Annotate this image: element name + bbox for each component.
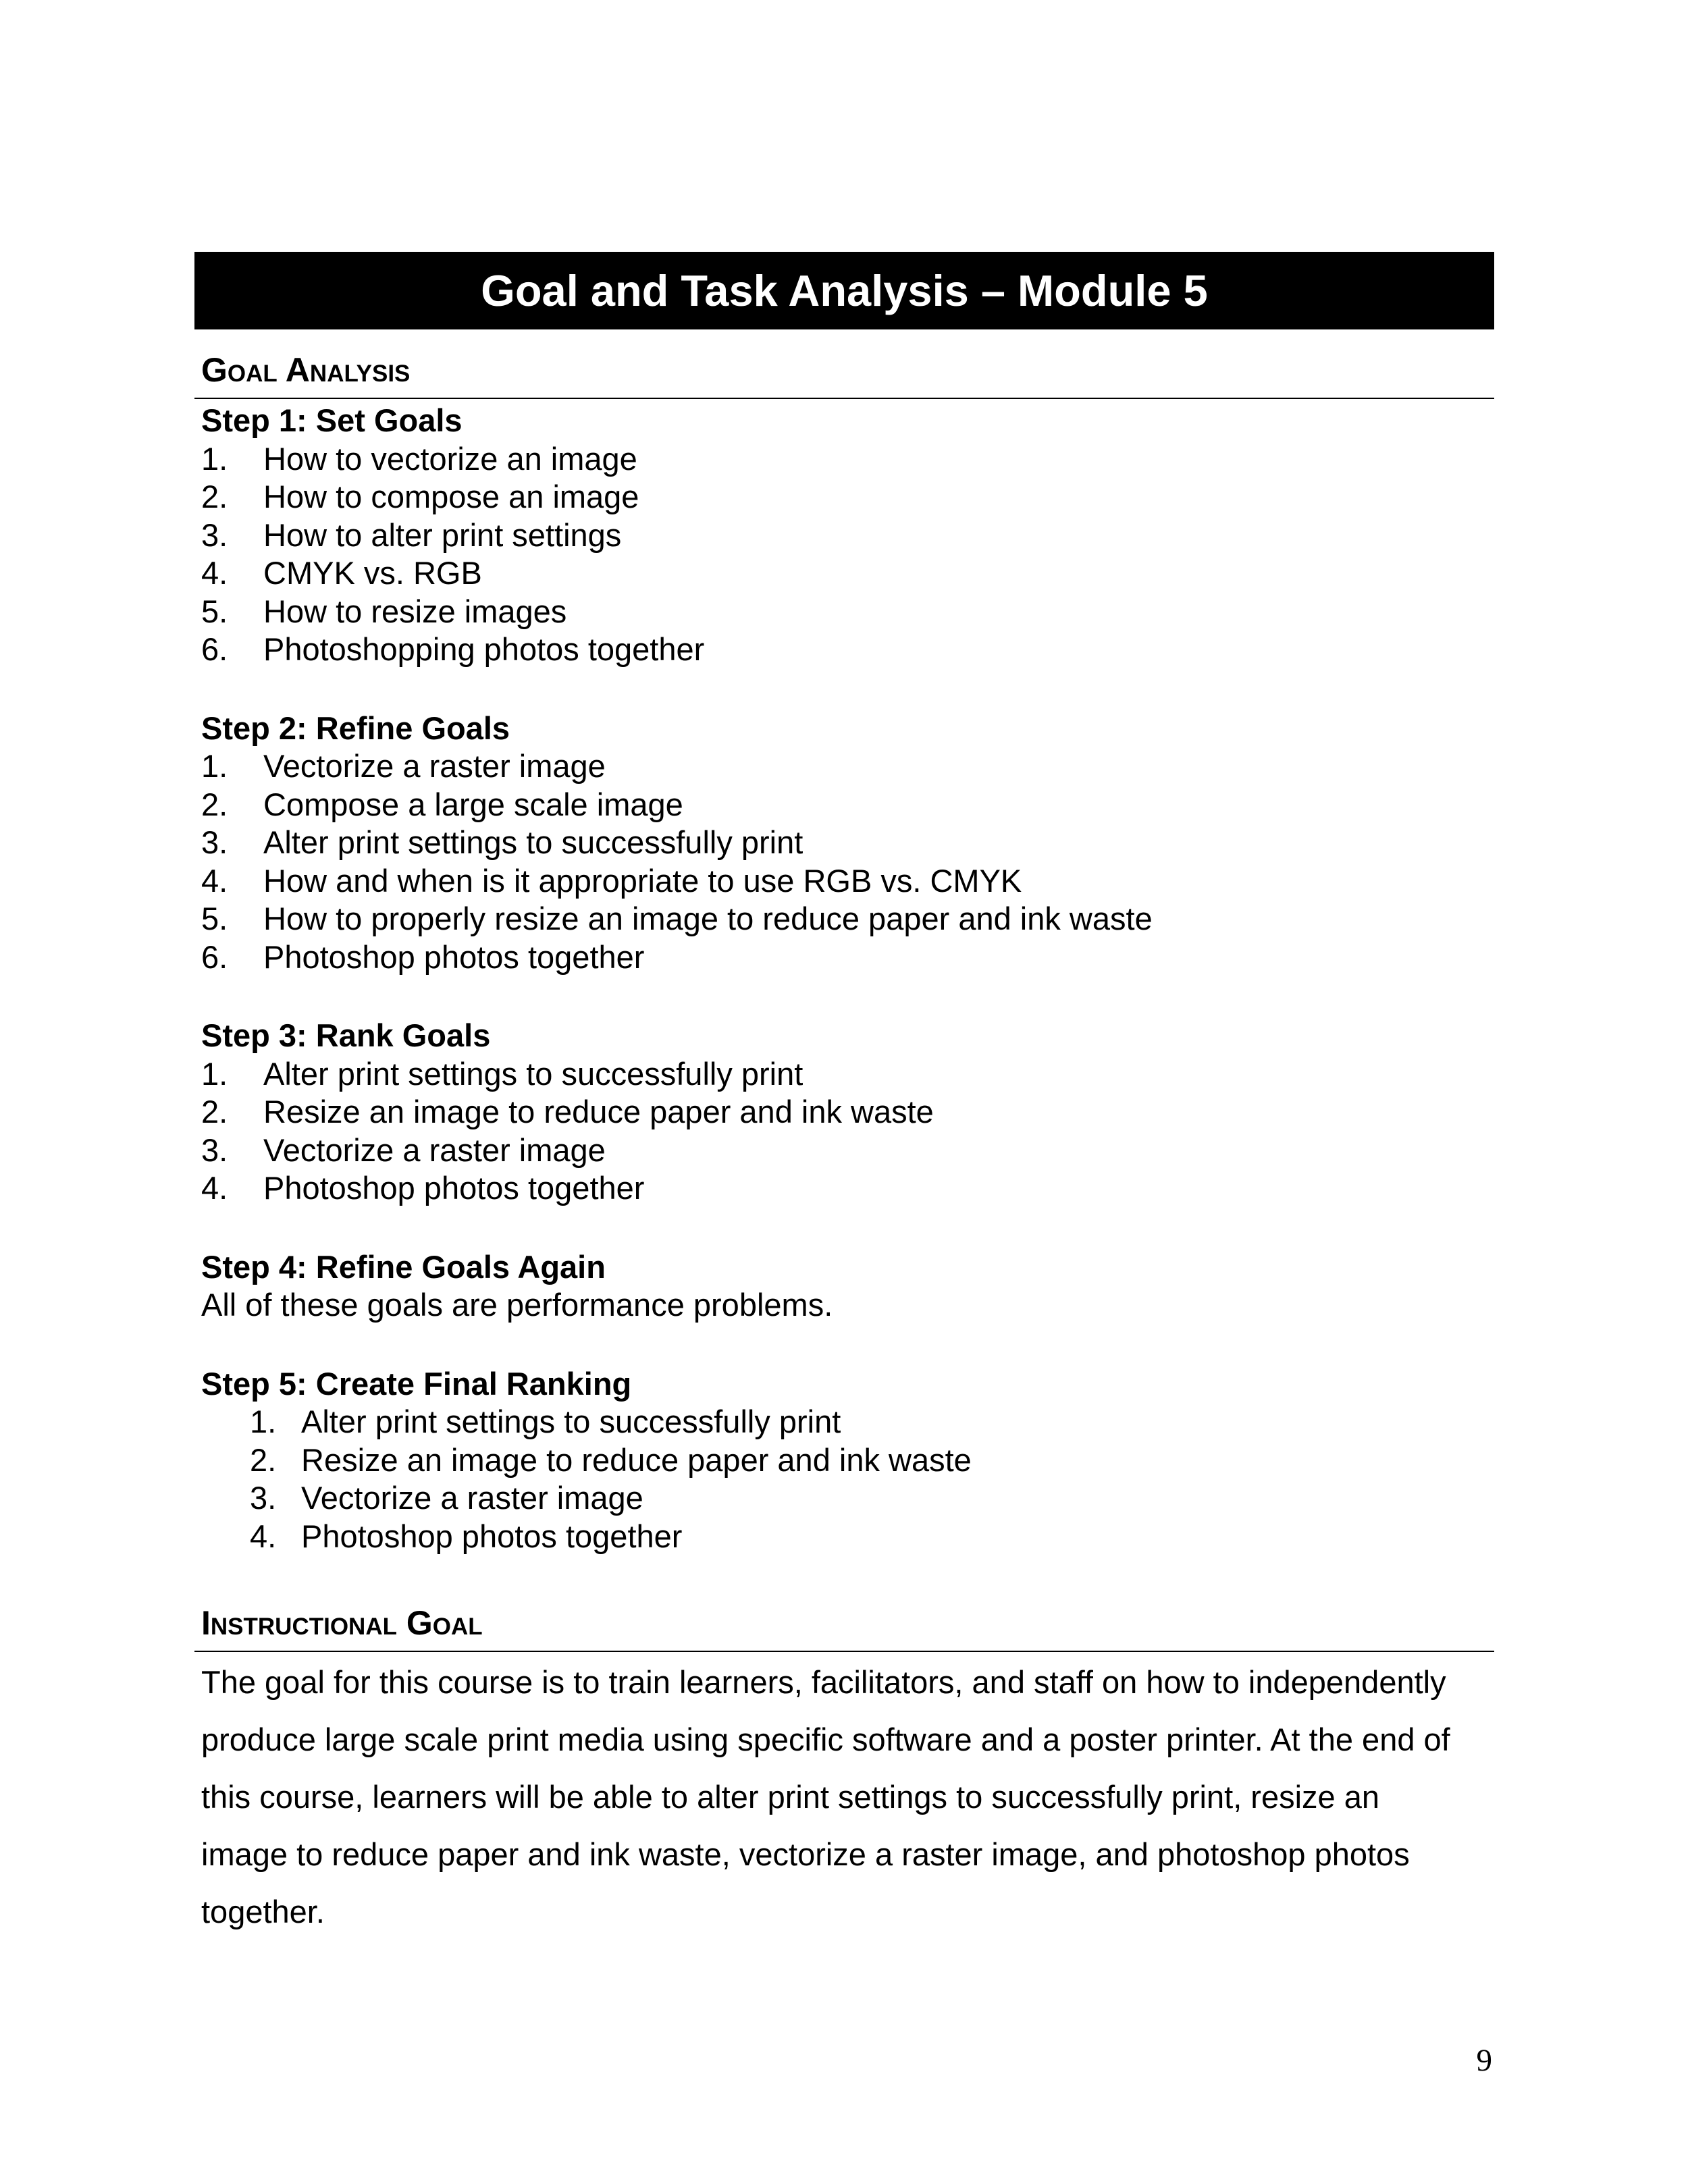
list-number: 2. bbox=[201, 479, 228, 514]
list-item bbox=[201, 593, 1494, 631]
list-text: Alter print settings to successfully print bbox=[263, 824, 803, 860]
step-2-block bbox=[194, 707, 1494, 977]
step-title: Step 4: Refine Goals Again bbox=[201, 1248, 606, 1285]
step-4-block bbox=[194, 1246, 1494, 1325]
list-item bbox=[201, 900, 1494, 938]
list-text: How to vectorize an image bbox=[263, 440, 637, 477]
list-number: 3. bbox=[201, 824, 228, 860]
list-item bbox=[201, 631, 1494, 669]
list-number: 6. bbox=[201, 631, 228, 667]
list-number: 3. bbox=[201, 516, 228, 553]
list-item bbox=[201, 516, 1494, 555]
list-text: Compose a large scale image bbox=[263, 786, 683, 822]
list-text: Photoshopping photos together bbox=[263, 631, 705, 667]
list-item bbox=[201, 824, 1494, 862]
goal-analysis-heading: Goal Analysis bbox=[194, 348, 1494, 399]
list-text: How to resize images bbox=[263, 593, 567, 629]
list-text: How to properly resize an image to reduce paper and ink waste bbox=[263, 901, 1153, 936]
list-text: Alter print settings to successfully print bbox=[263, 1055, 803, 1092]
list-text: Vectorize a raster image bbox=[301, 1480, 643, 1516]
list-item bbox=[201, 747, 1494, 786]
list-item bbox=[201, 478, 1494, 516]
list-item bbox=[250, 1479, 1494, 1518]
list-text: Vectorize a raster image bbox=[263, 1131, 606, 1168]
page-number: 9 bbox=[1476, 2043, 1492, 2078]
list-text: Photoshop photos together bbox=[301, 1518, 683, 1554]
list-text: CMYK vs. RGB bbox=[263, 555, 482, 591]
step-title: Step 5: Create Final Ranking bbox=[201, 1365, 632, 1402]
list-number: 2. bbox=[201, 1094, 228, 1129]
list-item bbox=[201, 938, 1494, 977]
list-number: 1. bbox=[201, 440, 228, 477]
list-number: 4. bbox=[201, 862, 228, 899]
list-number: 1. bbox=[201, 748, 228, 784]
list-item bbox=[201, 1131, 1494, 1170]
list-number: 5. bbox=[201, 593, 228, 629]
list-number: 4. bbox=[250, 1518, 277, 1554]
step-description: All of these goals are performance problems. bbox=[201, 1287, 833, 1323]
list-item bbox=[201, 440, 1494, 479]
list-number: 1. bbox=[250, 1404, 277, 1439]
list-number: 4. bbox=[201, 555, 228, 591]
list-number: 6. bbox=[201, 938, 228, 975]
list-item bbox=[250, 1441, 1494, 1480]
list-number: 2. bbox=[201, 786, 228, 822]
step-title: Step 2: Refine Goals bbox=[201, 710, 510, 746]
list-text: How and when is it appropriate to use RGB vs. CMYK bbox=[263, 862, 1022, 899]
list-number: 4. bbox=[201, 1170, 228, 1206]
list-number: 5. bbox=[201, 901, 228, 936]
list-text: Alter print settings to successfully print bbox=[301, 1404, 841, 1439]
list-item bbox=[201, 1169, 1494, 1208]
list-item bbox=[201, 1055, 1494, 1094]
instructional-goal-heading: Instructional Goal bbox=[194, 1601, 1494, 1652]
step-5-block bbox=[194, 1362, 1494, 1556]
list-item bbox=[250, 1403, 1494, 1441]
list-item bbox=[201, 862, 1494, 901]
list-text: Resize an image to reduce paper and ink waste bbox=[301, 1441, 972, 1478]
step-title: Step 3: Rank Goals bbox=[201, 1017, 491, 1053]
step-5-list bbox=[201, 1403, 1494, 1555]
list-number: 3. bbox=[201, 1131, 228, 1168]
list-text: How to alter print settings bbox=[263, 516, 622, 553]
step-3-list bbox=[201, 1055, 1494, 1208]
list-item bbox=[201, 1093, 1494, 1131]
list-number: 1. bbox=[201, 1055, 228, 1092]
list-item bbox=[250, 1518, 1494, 1556]
step-3-block bbox=[194, 1014, 1494, 1208]
list-number: 3. bbox=[250, 1480, 277, 1516]
document-page bbox=[194, 252, 1494, 1940]
step-2-list bbox=[201, 747, 1494, 976]
list-item bbox=[201, 786, 1494, 824]
list-text: Vectorize a raster image bbox=[263, 748, 606, 784]
list-text: Photoshop photos together bbox=[263, 1170, 645, 1206]
list-text: Resize an image to reduce paper and ink waste bbox=[263, 1094, 934, 1129]
list-text: Photoshop photos together bbox=[263, 938, 645, 975]
list-text: How to compose an image bbox=[263, 479, 639, 514]
step-title: Step 1: Set Goals bbox=[201, 402, 463, 438]
step-1-block bbox=[194, 399, 1494, 669]
page-title: Goal and Task Analysis – Module 5 bbox=[194, 252, 1494, 329]
list-item bbox=[201, 554, 1494, 593]
step-1-list bbox=[201, 440, 1494, 669]
instructional-goal-paragraph: The goal for this course is to train learners, facilitators, and staff on how to independently produce large scale print media using specific software and a poster printer. At the end of this course, learners will be able to alter print settings to successfully print, resize an image to reduce paper and ink waste, vectorize a raster image, and photoshop photos together. bbox=[201, 1664, 1450, 1929]
list-number: 2. bbox=[250, 1441, 277, 1478]
